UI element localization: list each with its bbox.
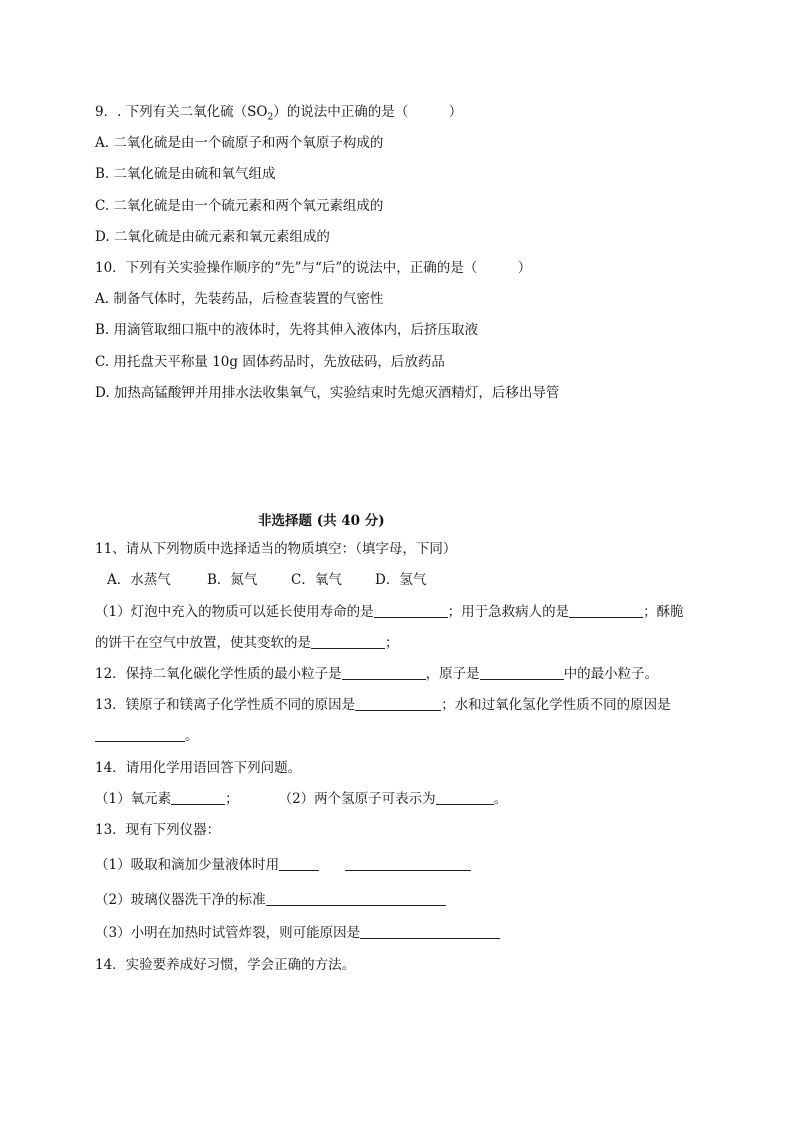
q14a-text1: （1）氧元素 xyxy=(95,791,172,807)
q12-text3: 中的最小粒子。 xyxy=(563,666,659,682)
q11-line2 xyxy=(95,634,399,652)
q14a-text3: （2）两个氢原子可表示为 xyxy=(278,791,436,807)
q11-line1-text3: ；酥脆 xyxy=(643,604,684,620)
q11-choice-d: D．氢气 xyxy=(375,572,427,588)
q13a-text2: ；水和过氧化氢化学性质不同的原因是 xyxy=(441,697,671,713)
q11-blank-3[interactable] xyxy=(311,634,385,649)
q11-blank-1[interactable] xyxy=(374,603,448,618)
q14a-line xyxy=(95,790,507,808)
q13b-blank-2[interactable] xyxy=(266,891,446,906)
q13a-text3: 。 xyxy=(185,728,199,744)
q10-stem: 10．下列有关实验操作顺序的“先”与“后”的说法中，正确的是（ ） xyxy=(95,260,532,276)
q14a-blank-2[interactable] xyxy=(436,790,494,805)
q11-line2-text1: 的饼干在空气中放置，使其变软的是 xyxy=(95,635,311,651)
q14a-text4: 。 xyxy=(493,791,508,807)
q12-blank-2[interactable] xyxy=(480,665,564,680)
q11-line1-text2: ；用于急救病人的是 xyxy=(447,604,570,620)
q14b-stem: 14．实验要养成好习惯，学会正确的方法。 xyxy=(95,957,356,973)
q13b-text3: （3）小明在加热时试管炸裂，则可能原因是 xyxy=(95,925,361,941)
q10-option-a: A. 制备气体时，先装药品，后检查装置的气密性 xyxy=(95,291,384,307)
q11-line2-text2: ； xyxy=(385,635,399,651)
q11-choice-b: B．氮气 xyxy=(207,572,258,588)
q14a-stem: 14．请用化学用语回答下列问题。 xyxy=(95,760,302,776)
q13a-blank-1[interactable] xyxy=(355,696,441,711)
q9-stem-part1: 9．. 下列有关二氧化硫（SO xyxy=(95,104,268,120)
q13a-blank-2[interactable] xyxy=(95,727,185,742)
q13b-stem: 13．现有下列仪器： xyxy=(95,822,221,838)
q10-option-d: D. 加热高锰酸钾并用排水法收集氧气，实验结束时先熄灭酒精灯，后移出导管 xyxy=(95,385,560,401)
q14a-blank-1[interactable] xyxy=(171,790,225,805)
q12-text1: 12．保持二氧化碳化学性质的最小粒子是 xyxy=(95,666,342,682)
q13b-blank-3[interactable] xyxy=(360,924,500,939)
q13b-line1 xyxy=(95,856,471,874)
q12 xyxy=(95,665,658,683)
q11-stem: 11、请从下列物质中选择适当的物质填空：（填字母，下同） xyxy=(95,541,457,557)
q11-line1-text1: （1）灯泡中充入的物质可以延长使用寿命的是 xyxy=(95,604,374,620)
q11-choice-a: A．水蒸气 xyxy=(107,572,171,588)
q13b-line2 xyxy=(95,891,446,909)
q9-stem xyxy=(95,103,462,127)
q9-option-b: B. 二氧化硫是由硫和氧气组成 xyxy=(95,166,276,182)
q10-option-b: B. 用滴管取细口瓶中的液体时，先将其伸入液体内，后挤压取液 xyxy=(95,322,479,338)
q13b-text1: （1）吸取和滴加少量液体时用 xyxy=(95,857,280,873)
q11-choices xyxy=(107,571,426,589)
q13b-text2: （2）玻璃仪器洗干净的标准 xyxy=(95,892,266,908)
q9-option-c: C. 二氧化硫是由一个硫元素和两个氧元素组成的 xyxy=(95,198,384,214)
q9-option-d: D. 二氧化硫是由硫元素和氧元素组成的 xyxy=(95,229,330,245)
q10-option-c: C. 用托盘天平称量 10g 固体药品时，先放砝码，后放药品 xyxy=(95,354,445,370)
q13a-line2 xyxy=(95,727,199,745)
q13a xyxy=(95,696,671,714)
q13a-text1: 13．镁原子和镁离子化学性质不同的原因是 xyxy=(95,697,356,713)
q12-blank-1[interactable] xyxy=(342,665,426,680)
q9-option-a: A. 二氧化硫是由一个硫原子和两个氧原子构成的 xyxy=(95,135,384,151)
q11-blank-2[interactable] xyxy=(569,603,643,618)
q11-choice-c: C．氧气 xyxy=(291,572,342,588)
section-title: 非选择题 (共 40 分) xyxy=(258,513,385,529)
q12-text2: ，原子是 xyxy=(425,666,480,682)
q13b-line3 xyxy=(95,924,500,942)
q13b-blank-1a[interactable] xyxy=(279,856,319,871)
q14a-text2: ； xyxy=(225,791,239,807)
q9-stem-part2: ）的说法中正确的是（ ） xyxy=(273,104,463,120)
q9-subscript: 2 xyxy=(267,112,274,123)
q13b-blank-1b[interactable] xyxy=(345,856,471,871)
q11-line1 xyxy=(95,603,684,621)
